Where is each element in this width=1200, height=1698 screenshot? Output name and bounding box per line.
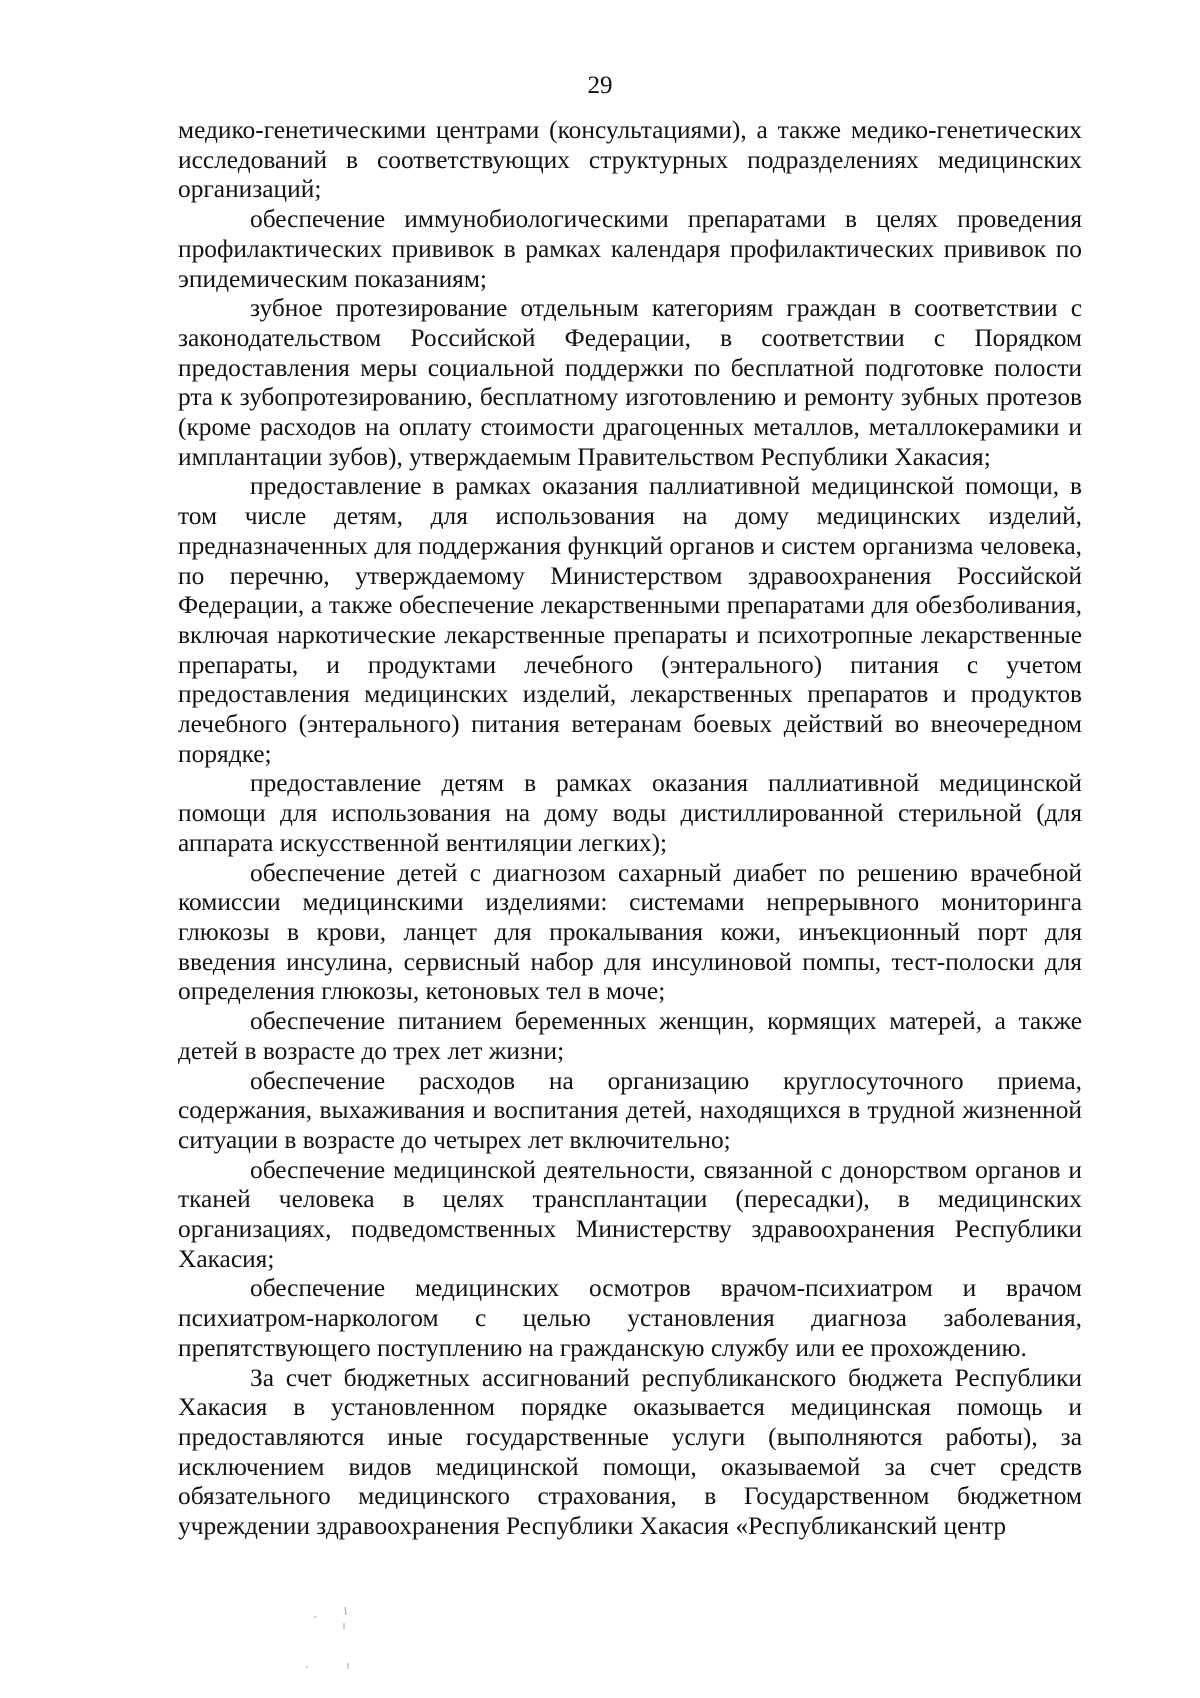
- scan-artifact-marks: [300, 1605, 360, 1675]
- paragraph: обеспечение расходов на организацию круглосуточного приема, содержания, выхаживания и воспитания детей, находящихся в трудной жизненной ситуации в возрасте до четырех лет включительно;: [178, 1066, 1082, 1154]
- paragraph: предоставление в рамках оказания паллиативной медицинской помощи, в том числе детям, для использования на дому медицинских изделий, предназначенных для поддержания функций органов и систем организма человека, по перечню, утверждаемому Министерством здравоохранения Российской Федерации, а также обеспечение лекарственными препаратами для обезболивания, включая наркотические лекарственные препараты и психотропные лекарственные препараты, и продуктами лечебного (энтерального) питания с учетом предоставления медицинских изделий, лекарственных препаратов и продуктов лечебного (энтерального) питания ветеранам боевых действий во внеочередном порядке;: [178, 472, 1082, 768]
- paragraph: обеспечение детей с диагнозом сахарный диабет по решению врачебной комиссии медицинскими изделиями: системами непрерывного мониторинга глюкозы в крови, ланцет для прокалывания кожи, инъекционный порт для введения инсулина, сервисный набор для инсулиновой помпы, тест-полоски для определения глюкозы, кетоновых тел в моче;: [178, 858, 1082, 1006]
- paragraph: зубное протезирование отдельным категориям граждан в соответствии с законодательством Российской Федерации, в соответствии с Порядком предоставления меры социальной поддержки по бесплатной подготовке полости рта к зубопротезированию, бесплатному изготовлению и ремонту зубных протезов (кроме расходов на оплату стоимости драгоценных металлов, металлокерамики и имплантации зубов), утверждаемым Правительством Республики Хакасия;: [178, 294, 1082, 471]
- paragraph: обеспечение медицинской деятельности, связанной с донорством органов и тканей человека в целях трансплантации (пересадки), в медицинских организациях, подведомственных Министерству здравоохранения Республики Хакасия;: [178, 1155, 1082, 1273]
- paragraph: обеспечение питанием беременных женщин, кормящих матерей, а также детей в возрасте до трех лет жизни;: [178, 1007, 1082, 1065]
- body-text: [178, 116, 1082, 1542]
- paragraph: медико-генетическими центрами (консультациями), а также медико-генетических исследований в соответствующих структурных подразделениях медицинских организаций;: [178, 116, 1082, 204]
- paragraph: За счет бюджетных ассигнований республиканского бюджета Республики Хакасия в установленном порядке оказывается медицинская помощь и предоставляются иные государственные услуги (выполняются работы), за исключением видов медицинской помощи, оказываемой за счет средств обязательного медицинского страхования, в Государственном бюджетном учреждении здравоохранения Республики Хакасия «Республиканский центр: [178, 1363, 1082, 1541]
- paragraph: обеспечение медицинских осмотров врачом-психиатром и врачом психиатром-наркологом с целью установления диагноза заболевания, препятствующего поступлению на гражданскую службу или ее прохождению.: [178, 1274, 1082, 1362]
- paragraph: предоставление детям в рамках оказания паллиативной медицинской помощи для использования на дому воды дистиллированной стерильной (для аппарата искусственной вентиляции легких);: [178, 769, 1082, 857]
- page-number: 29: [587, 72, 613, 99]
- paragraph: обеспечение иммунобиологическими препаратами в целях проведения профилактических прививок в рамках календаря профилактических прививок по эпидемическим показаниям;: [178, 205, 1082, 293]
